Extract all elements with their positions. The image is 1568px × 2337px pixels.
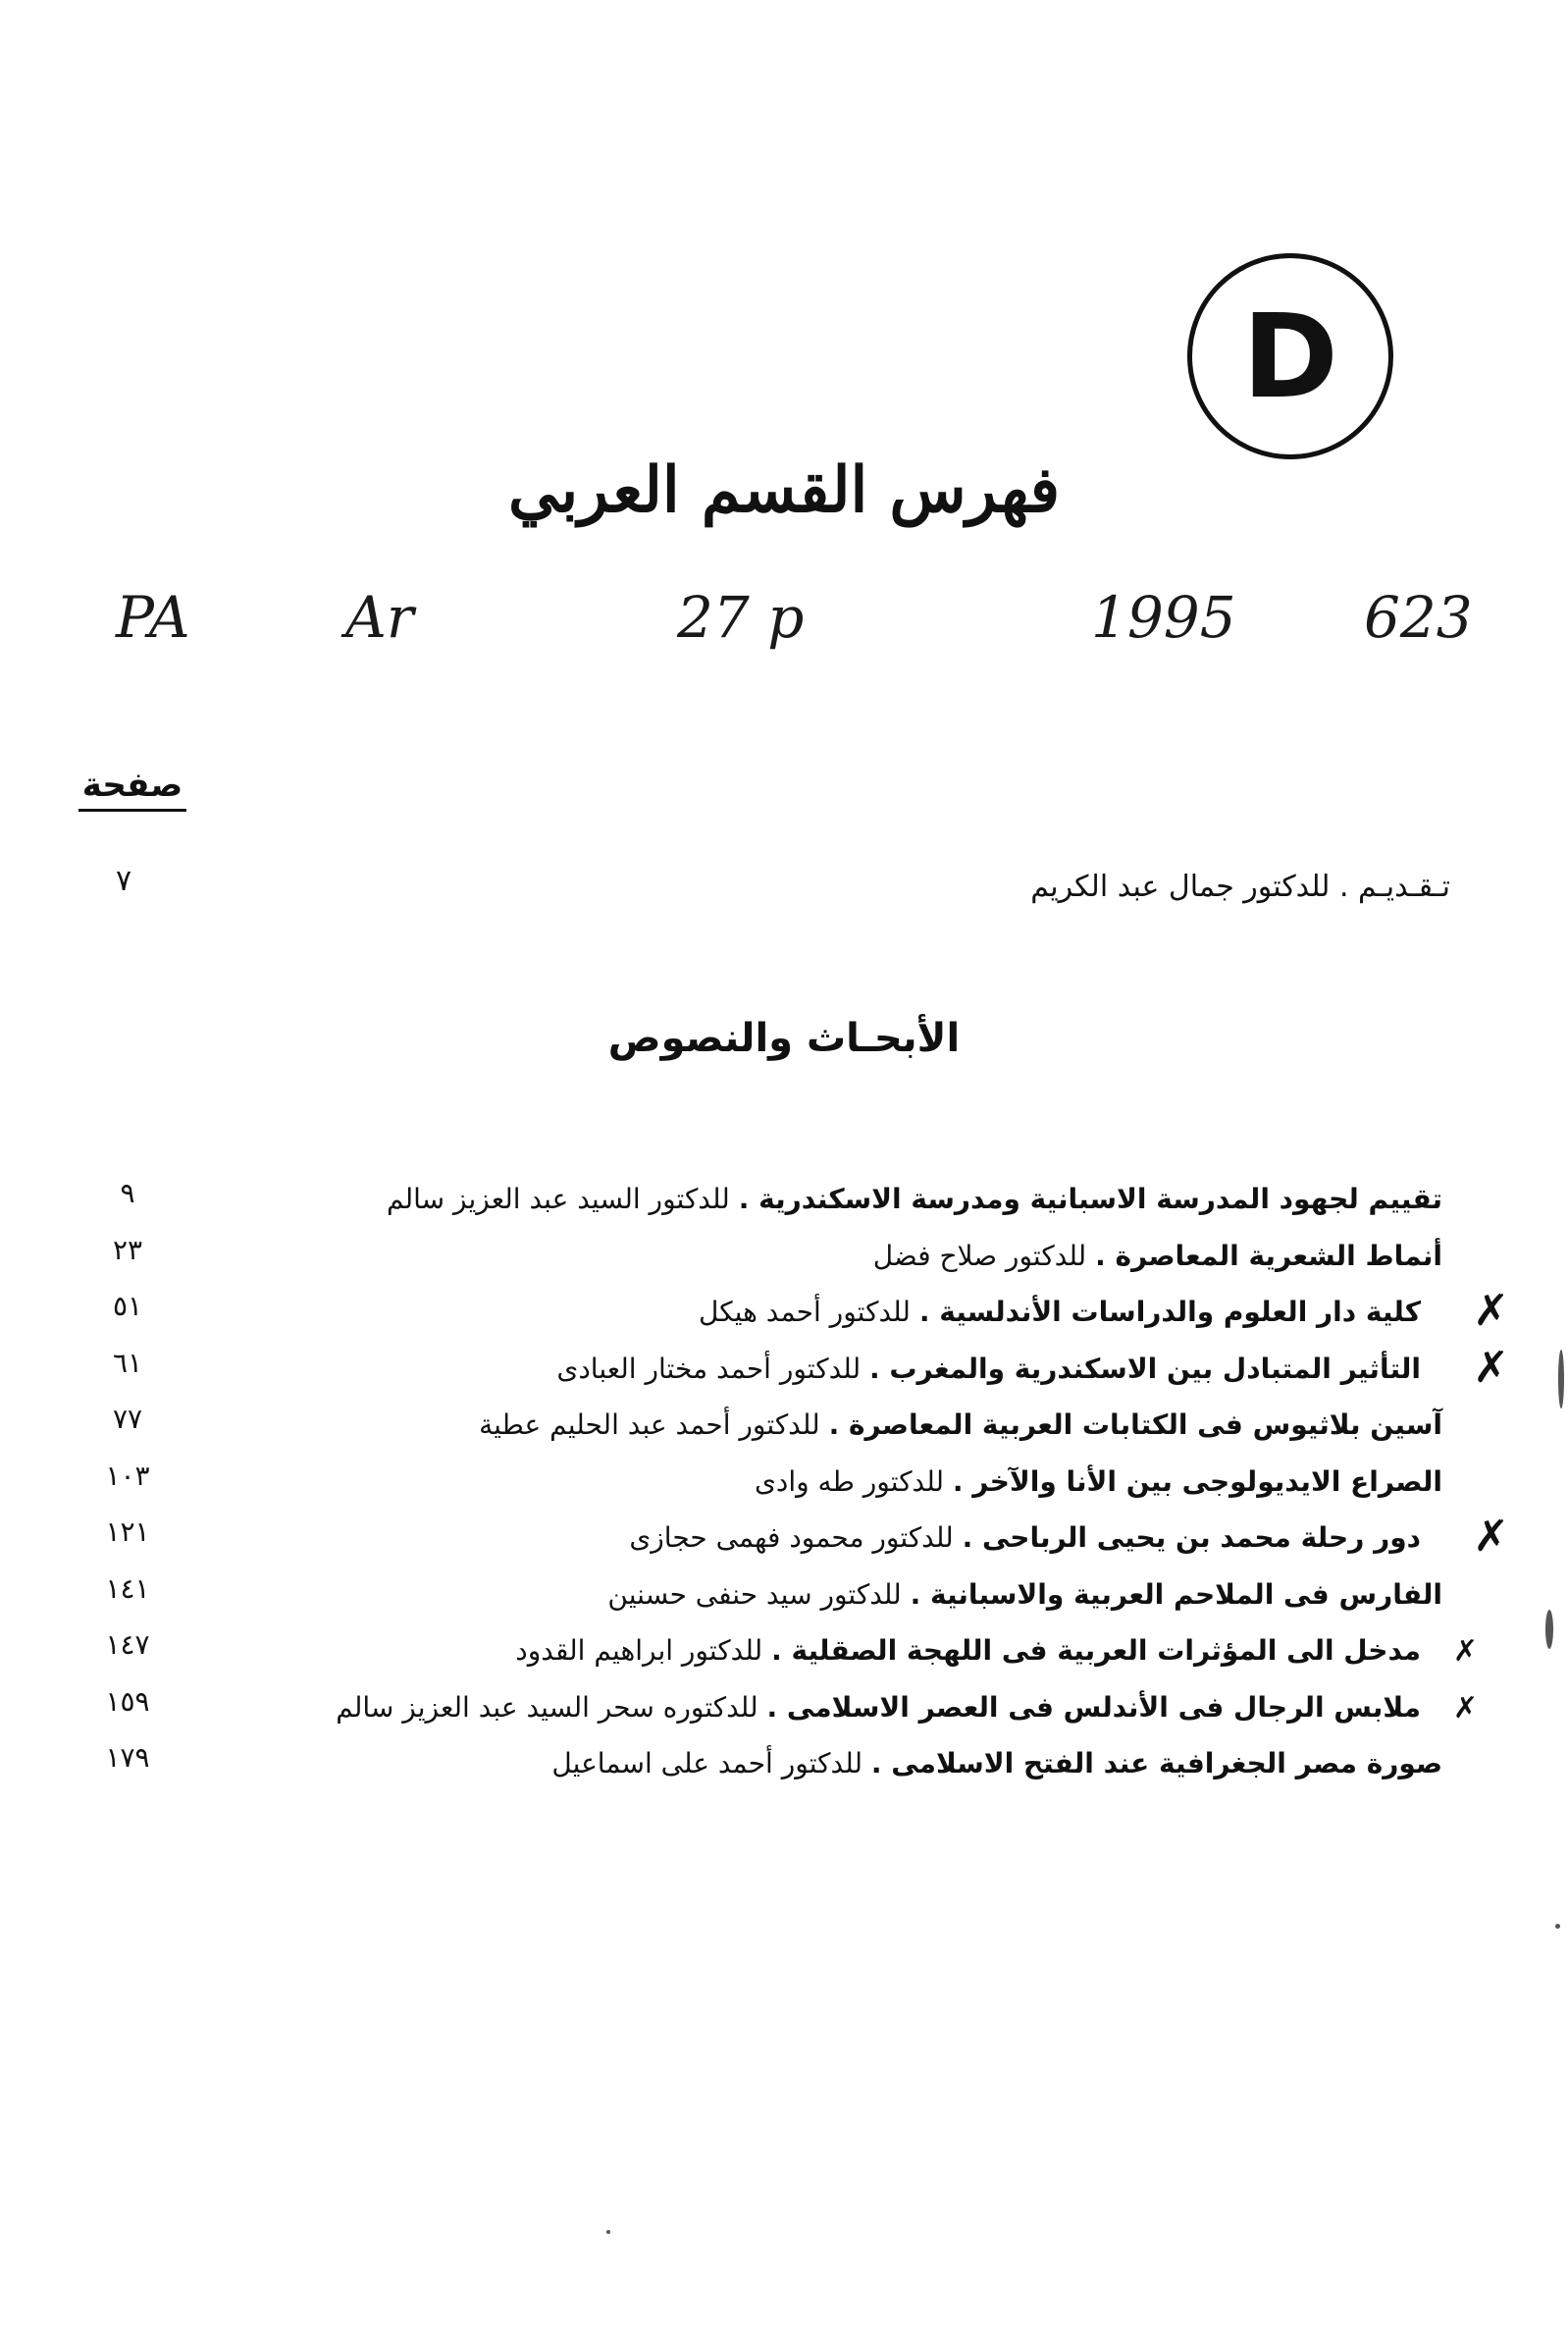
entry-author: للدكتور محمود فهمى حجازى	[629, 1521, 954, 1554]
handwritten-volume: 27 p	[677, 584, 805, 651]
handwritten-number: 623	[1364, 584, 1473, 651]
entry-author: للدكتوره سحر السيد عبد العزيز سالم	[336, 1690, 758, 1724]
toc-entry	[0, 1571, 1568, 1635]
check-mark: ✗	[1473, 1286, 1509, 1336]
toc-entry	[0, 1512, 1568, 1578]
scan-speck	[606, 2230, 610, 2234]
entry-author: للدكتور أحمد مختار العبادى	[556, 1352, 862, 1385]
check-mark: ✗	[1473, 1512, 1509, 1562]
entry-author: للدكتور أحمد على اسماعيل	[551, 1747, 862, 1779]
circled-stamp	[1187, 253, 1393, 459]
toc-entry	[0, 1459, 1568, 1522]
entry-title: صورة مصر الجغرافية عند الفتح الاسلامى .	[870, 1747, 1442, 1779]
table-of-contents	[0, 1177, 1568, 1804]
entry-page: ٦١	[112, 1346, 143, 1379]
scan-speck	[1558, 1350, 1564, 1408]
entry-author: للدكتور سيد حنفى حسنين	[607, 1577, 902, 1611]
entry-title: التأثير المتبادل بين الاسكندرية والمغرب .	[869, 1352, 1421, 1385]
entry-page: ٧٧	[112, 1403, 143, 1435]
handwritten-class: PA	[116, 584, 190, 651]
stamp-letter: D	[1242, 289, 1338, 424]
check-mark: ✗	[1452, 1634, 1478, 1669]
scan-speck	[1545, 1610, 1553, 1649]
entry-author: للدكتور صلاح فضل	[872, 1239, 1087, 1272]
handwritten-year: 1995	[1091, 584, 1236, 651]
handwritten-subclass: Ar	[345, 584, 414, 651]
scan-speck	[1555, 1924, 1560, 1929]
entry-page: ٥١	[112, 1290, 143, 1322]
entry-author: للدكتور السيد عبد العزيز سالم	[386, 1183, 730, 1215]
entry-title: آسين بلاثيوس فى الكتابات العربية المعاصرة .	[828, 1408, 1442, 1441]
entry-page: ١٤١	[105, 1571, 150, 1605]
check-mark: ✗	[1473, 1342, 1509, 1393]
check-mark: ✗	[1452, 1690, 1478, 1726]
toc-entry	[0, 1286, 1568, 1353]
toc-entry	[0, 1233, 1568, 1297]
toc-entry	[0, 1342, 1568, 1409]
entry-author: للدكتور ابراهيم القدود	[515, 1634, 763, 1667]
entry-page: ١٥٩	[105, 1684, 150, 1718]
entry-page: ١٧٩	[105, 1741, 150, 1774]
toc-entry	[0, 1403, 1568, 1465]
entry-title: دور رحلة محمد بن يحيى الرباحى .	[962, 1521, 1421, 1554]
entry-title: كلية دار العلوم والدراسات الأندلسية .	[918, 1296, 1421, 1328]
entry-page: ١٢١	[105, 1515, 150, 1548]
entry-title: الفارس فى الملاحم العربية والاسبانية .	[910, 1577, 1442, 1611]
entry-page: ٩	[120, 1177, 135, 1209]
entry-author: للدكتور طه وادى	[754, 1464, 945, 1498]
toc-entry	[0, 1684, 1568, 1748]
entry-title: ملابس الرجال فى الأندلس فى العصر الاسلامى .	[766, 1690, 1421, 1724]
section-title: الأبحـاث والنصوص	[607, 1016, 961, 1061]
entry-title: تقييم لجهود المدرسة الاسبانية ومدرسة الاسكندرية .	[738, 1183, 1442, 1215]
toc-entry	[0, 1628, 1568, 1691]
entry-author: للدكتور أحمد عبد الحليم عطية	[479, 1408, 820, 1441]
intro-page-number: ٧	[116, 864, 132, 898]
entry-title: أنماط الشعرية المعاصرة .	[1095, 1239, 1442, 1272]
entry-page: ١٠٣	[105, 1459, 150, 1492]
entry-page: ٢٣	[112, 1233, 143, 1266]
entry-page: ١٤٧	[105, 1628, 150, 1661]
entry-title: الصراع الايديولوجى بين الأنا والآخر .	[952, 1464, 1442, 1498]
toc-entry	[0, 1177, 1568, 1240]
page-title: فهرس القسم العربي	[507, 453, 1061, 527]
page-column-header: صفحة	[78, 766, 186, 812]
toc-entry	[0, 1741, 1568, 1804]
intro-title: تـقـديـم . للدكتور جمال عبد الكريم	[1030, 870, 1450, 904]
entry-title: مدخل الى المؤثرات العربية فى اللهجة الصقلية .	[771, 1634, 1421, 1667]
entry-author: للدكتور أحمد هيكل	[699, 1296, 911, 1328]
